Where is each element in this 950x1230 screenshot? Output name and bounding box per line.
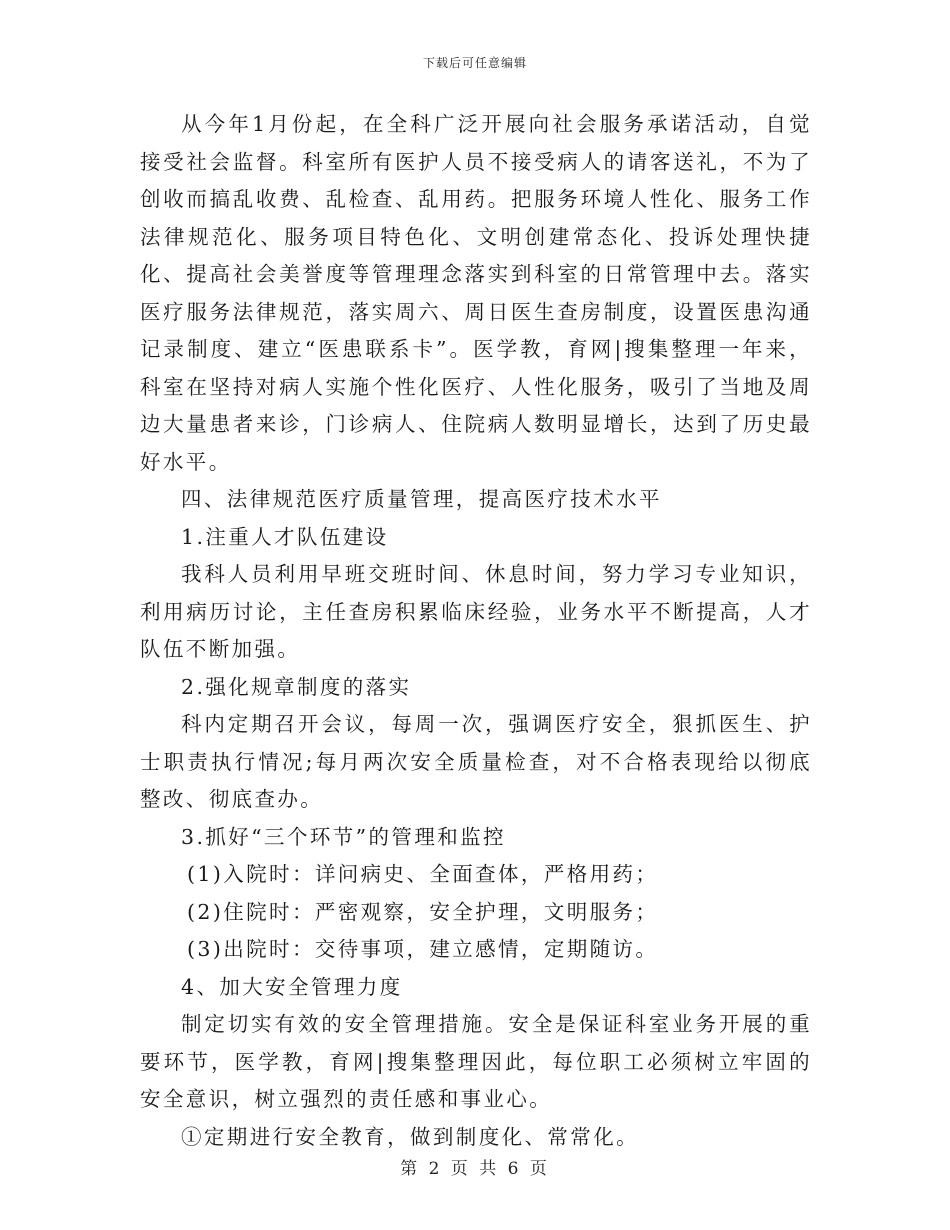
subheading-three-stages: 3.抓好“三个环节”的管理和监控	[181, 824, 506, 849]
list-item-discharge: (3)出院时：交待事项，建立感情，定期随访。	[187, 937, 659, 961]
paragraph-talent-team: 我科人员利用早班交班时间、休息时间，努力学习专业知识，利用病历讨论，主任查房积累临床经验，业务水平不断提高，人才队伍不断加强。	[140, 562, 812, 661]
list-item-hospitalization: (2)住院时：严密观察，安全护理，文明服务；	[187, 899, 659, 924]
list-item-safety-education: ①定期进行安全教育，做到制度化、常常化。	[181, 1124, 639, 1149]
subheading-safety-management: 4、加大安全管理力度	[181, 974, 403, 999]
document-body	[140, 106, 812, 1156]
paragraph-service-commitment: 从今年1月份起，在全科广泛开展向社会服务承诺活动，自觉接受社会监督。科室所有医护人员不接受病人的请客送礼，不为了创收而搞乱收费、乱检查、乱用药。把服务环境人性化、服务工作法律规范化、服务项目特色化、文明创建常态化、投诉处理快捷化、提高社会美誉度等管理理念落实到科室的日常管理中去。落实医疗服务法律规范，落实周六、周日医生查房制度，设置医患沟通记录制度、建立“医患联系卡”。医学教，育网|搜集整理一年来，科室在坚持对病人实施个性化医疗、人性化服务，吸引了当地及周边大量患者来诊，门诊病人、住院病人数明显增长，达到了历史最好水平。	[140, 112, 812, 474]
subheading-talent-team: 1.注重人才队伍建设	[181, 524, 389, 549]
section-heading-quality-management: 四、法律规范医疗质量管理，提高医疗技术水平	[181, 487, 662, 511]
list-item-admission: (1)入院时：详问病史、全面查体，严格用药；	[187, 862, 659, 886]
page-footer-number: 第 2 页 共 6 页	[400, 1159, 550, 1179]
paragraph-rules-implementation: 科内定期召开会议，每周一次，强调医疗安全，狠抓医生、护士职责执行情况;每月两次安全质量检查，对不合格表现给以彻底整改、彻底查办。	[140, 712, 812, 811]
paragraph-safety-management: 制定切实有效的安全管理措施。安全是保证科室业务开展的重要环节，医学教，育网|搜集整理因此，每位职工必须树立牢固的安全意识，树立强烈的责任感和事业心。	[140, 1012, 812, 1111]
page-header-note: 下载后可任意编辑	[422, 56, 527, 70]
subheading-rules-implementation: 2.强化规章制度的落实	[181, 674, 412, 699]
